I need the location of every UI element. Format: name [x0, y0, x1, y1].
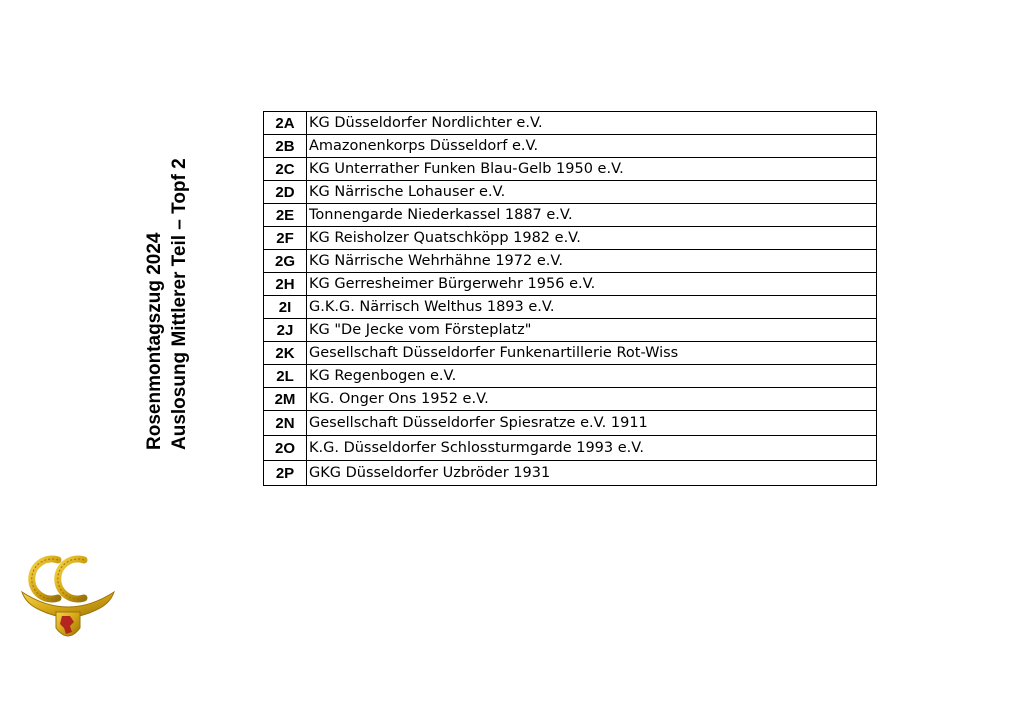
table-row: [264, 181, 877, 204]
row-code: 2E: [264, 204, 307, 227]
table-row: [264, 250, 877, 273]
title-line-1: Rosenmontagszug 2024: [144, 232, 165, 450]
row-name: Gesellschaft Düsseldorfer Funkenartillerie Rot-Wiss: [307, 342, 877, 365]
row-code: 2K: [264, 342, 307, 365]
row-name: G.K.G. Närrisch Welthus 1893 e.V.: [307, 296, 877, 319]
table-row: [264, 204, 877, 227]
draw-table: [263, 111, 877, 486]
row-name: K.G. Düsseldorfer Schlossturmgarde 1993 e.V.: [307, 436, 877, 461]
row-name: KG. Onger Ons 1952 e.V.: [307, 388, 877, 411]
table-row: [264, 296, 877, 319]
row-code: 2B: [264, 135, 307, 158]
row-name: KG Närrische Lohauser e.V.: [307, 181, 877, 204]
row-name: KG Regenbogen e.V.: [307, 365, 877, 388]
row-name: KG Närrische Wehrhähne 1972 e.V.: [307, 250, 877, 273]
table-row: [264, 342, 877, 365]
table-row: [264, 227, 877, 250]
row-name: GKG Düsseldorfer Uzbröder 1931: [307, 461, 877, 486]
row-code: 2A: [264, 112, 307, 135]
row-name: Tonnengarde Niederkassel 1887 e.V.: [307, 204, 877, 227]
row-code: 2O: [264, 436, 307, 461]
row-name: Gesellschaft Düsseldorfer Spiesratze e.V. 1911: [307, 411, 877, 436]
row-code: 2N: [264, 411, 307, 436]
row-code: 2G: [264, 250, 307, 273]
row-code: 2C: [264, 158, 307, 181]
row-name: KG Unterrather Funken Blau-Gelb 1950 e.V.: [307, 158, 877, 181]
table-row: [264, 461, 877, 486]
title-line-2: Auslosung Mittlerer Teil – Topf 2: [169, 158, 190, 450]
row-code: 2P: [264, 461, 307, 486]
row-code: 2D: [264, 181, 307, 204]
row-code: 2H: [264, 273, 307, 296]
vertical-title: [142, 112, 202, 452]
row-name: KG Gerresheimer Bürgerwehr 1956 e.V.: [307, 273, 877, 296]
row-code: 2M: [264, 388, 307, 411]
row-name: KG "De Jecke vom Försteplatz": [307, 319, 877, 342]
row-code: 2J: [264, 319, 307, 342]
table-row: [264, 273, 877, 296]
table-row: [264, 365, 877, 388]
row-name: Amazonenkorps Düsseldorf e.V.: [307, 135, 877, 158]
row-code: 2F: [264, 227, 307, 250]
row-code: 2L: [264, 365, 307, 388]
table-row: [264, 112, 877, 135]
table-row: [264, 135, 877, 158]
table-row: [264, 158, 877, 181]
row-name: KG Reisholzer Quatschköpp 1982 e.V.: [307, 227, 877, 250]
cc-comitee-logo-icon: [18, 552, 118, 650]
table-row: [264, 411, 877, 436]
row-code: 2I: [264, 296, 307, 319]
table-row: [264, 319, 877, 342]
table-row: [264, 436, 877, 461]
row-name: KG Düsseldorfer Nordlichter e.V.: [307, 112, 877, 135]
table-row: [264, 388, 877, 411]
